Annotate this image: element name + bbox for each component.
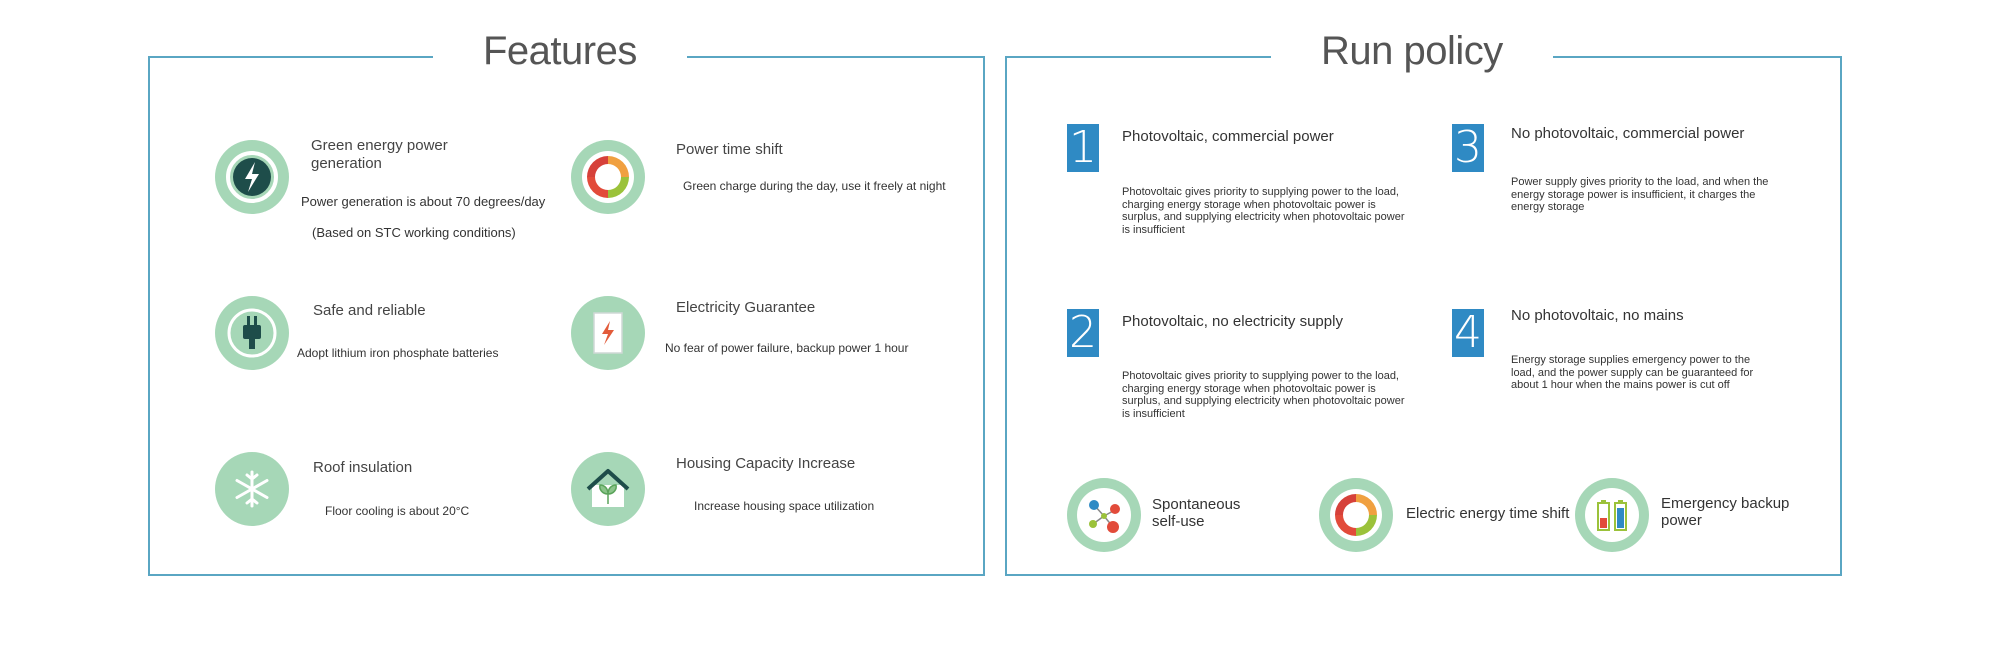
mode-number-1-icon: 1 bbox=[1069, 122, 1097, 173]
features-title: Features bbox=[433, 22, 687, 80]
feature-desc-green-energy: Power generation is about 70 degrees/day bbox=[301, 194, 546, 209]
feature-desc-housing: Increase housing space utilization bbox=[694, 499, 875, 513]
mode-number-3-icon: 3 bbox=[1454, 122, 1482, 173]
mode-desc-4: Energy storage supplies emergency power to the load, and the power supply can be guaranteed for about 1 hour when the mains power is cut off bbox=[1511, 354, 1754, 391]
bottom-label-time-shift: Electric energy time shift bbox=[1406, 505, 1570, 522]
run-policy-title: Run policy bbox=[1271, 22, 1553, 80]
feature-desc-safe: Adopt lithium iron phosphate batteries bbox=[297, 346, 499, 360]
feature-desc-roof: Floor cooling is about 20°C bbox=[325, 504, 470, 518]
snowflake-icon bbox=[215, 452, 289, 526]
feature-desc-stc: (Based on STC working conditions) bbox=[312, 225, 516, 240]
mode-title-1: Photovoltaic, commercial power bbox=[1122, 128, 1334, 145]
feature-title-green-energy: Green energy power generation bbox=[311, 137, 448, 172]
power-panel-icon bbox=[571, 296, 645, 370]
feature-title-safe: Safe and reliable bbox=[313, 302, 426, 319]
mode-desc-1: Photovoltaic gives priority to supplying power to the load, charging energy storage when photovoltaic power is surplus, and supplying electricity when photovoltaic power is insufficient bbox=[1122, 186, 1405, 236]
bottom-label-self-use: Spontaneous self-use bbox=[1152, 496, 1241, 530]
feature-desc-guarantee: No fear of power failure, backup power 1 hour bbox=[665, 341, 909, 355]
mode-title-4: No photovoltaic, no mains bbox=[1511, 307, 1684, 324]
feature-title-guarantee: Electricity Guarantee bbox=[676, 299, 816, 316]
feature-title-roof: Roof insulation bbox=[313, 459, 413, 476]
mode-desc-3: Power supply gives priority to the load, and when the energy storage power is insufficient, it charges the energy storage bbox=[1511, 176, 1769, 213]
feature-title-housing: Housing Capacity Increase bbox=[676, 455, 856, 472]
battery-icon bbox=[1575, 478, 1649, 552]
bottom-label-backup: Emergency backup power bbox=[1661, 495, 1790, 529]
plug-icon bbox=[215, 296, 289, 370]
network-nodes-icon bbox=[1067, 478, 1141, 552]
house-leaf-icon bbox=[571, 452, 645, 526]
mode-number-2-icon: 2 bbox=[1069, 307, 1097, 358]
feature-desc-time-shift: Green charge during the day, use it freely at night bbox=[683, 179, 946, 193]
mode-desc-2: Photovoltaic gives priority to supplying power to the load, charging energy storage when photovoltaic power is surplus, and supplying electricity when photovoltaic power is insufficient bbox=[1122, 370, 1405, 420]
mode-title-2: Photovoltaic, no electricity supply bbox=[1122, 313, 1343, 330]
cycle-arrows-icon bbox=[1319, 478, 1393, 552]
mode-number-4-icon: 4 bbox=[1454, 307, 1482, 358]
feature-title-time-shift: Power time shift bbox=[676, 141, 783, 158]
cycle-arrows-icon bbox=[571, 140, 645, 214]
mode-title-3: No photovoltaic, commercial power bbox=[1511, 125, 1745, 142]
lightning-icon bbox=[215, 140, 289, 214]
